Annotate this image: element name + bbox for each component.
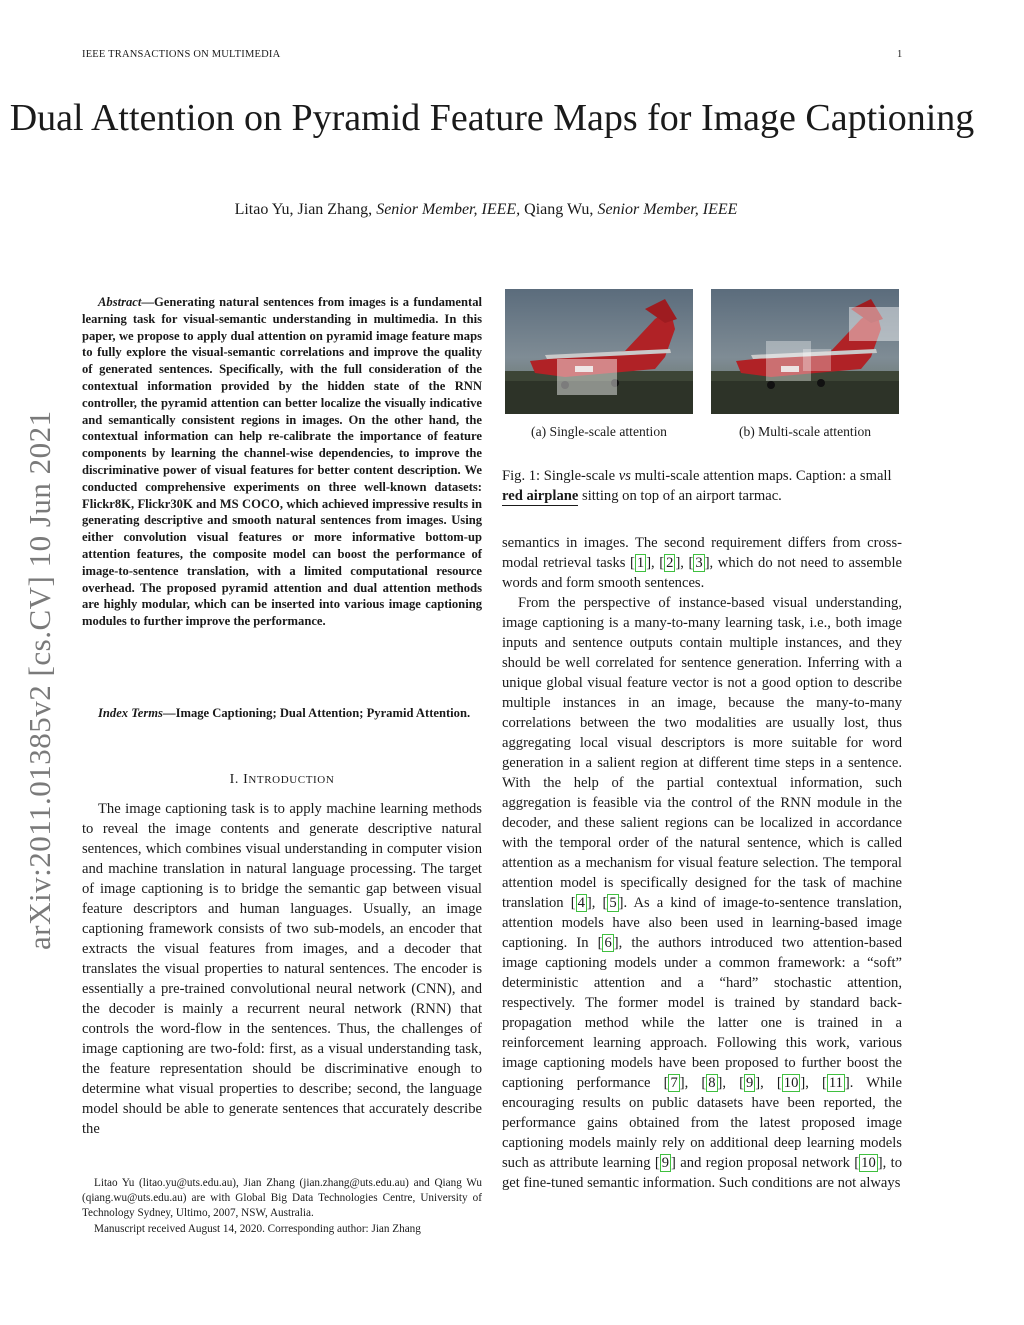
citation-2[interactable]: 2	[666, 555, 674, 571]
right-p1-part-b: which do not need to assemble words and form smooth sentences.	[502, 555, 902, 591]
subcaption-a: (a) Single-scale attention	[531, 424, 667, 439]
citation-9[interactable]: 9	[746, 1075, 754, 1091]
airplane-photo-b	[711, 289, 899, 414]
figure-caption	[502, 466, 902, 506]
citation-5[interactable]: 5	[609, 895, 617, 911]
citation-8[interactable]: 8	[708, 1075, 716, 1091]
running-head: IEEE TRANSACTIONS ON MULTIMEDIA	[82, 49, 281, 60]
author-line	[0, 201, 972, 219]
right-p2-part-f: to get fine-tuned semantic information. Such conditions are not always	[502, 1155, 902, 1191]
caption-prefix: Fig. 1: Single-scale	[502, 467, 616, 484]
citation-3[interactable]: 3	[695, 555, 703, 571]
abstract-text: —Generating natural sentences from images is a fundamental learning task for visual-semantic understanding in multimedia. In this paper, we propose to apply dual attention on pyramid image feature maps to fully explore the visual-semantic correlations and improve the quality of generated sentences. Specifically, with the full consideration of the contextual information provided by the hidden state of the RNN controller, the pyramid attention can better localize the visually indicative and semantically consistent regions in images. On the other hand, the contextual information can help re-calibrate the importance of feature components by learning the channel-wise dependencies, to improve the discriminative power of visual features for better content description. We conducted comprehensive experiments on three well-known datasets: Flickr8K, Flickr30K and MS COCO, which achieved impressive results in generating descriptive and smooth natural sentences from images. Using either convolution visual features or more informative bottom-up attention features, the composite model can boost the performance of image-to-sentence translation, with a limited computational resource overhead. The proposed pyramid attention and dual attention methods are highly modular, which can be inserted into various image captioning modules to further improve the performance.	[82, 295, 482, 629]
intro-paragraph: The image captioning task is to apply machine learning methods to reveal the image contents and generate descriptive natural sentences, which combines visual understanding in computer vision and machine translation in natural language processing. The target of image captioning is to bridge the semantic gap between visual feature descriptors and human languages. Usually, an image captioning framework consists of two sub-models, an encoder that extracts the visual features from images, and a decoder that translates the visual properties to natural sentences. The encoder is essentially a pre-trained convolutional neural network (CNN), and the decoder is mainly a recurrent neural network (RNN) that controls the word-flow in the sentences. Thus, the challenges of image captioning are two-fold: first, as a visual understanding task, the feature representation should be discriminative enough to determine what visual properties to describe; second, the language model should be able to generate sentences that accurately describe the	[82, 801, 482, 1137]
figure-single-scale-image	[505, 289, 693, 414]
subcaption-b: (b) Multi-scale attention	[738, 424, 872, 439]
right-p2-part-e: and region proposal network	[680, 1155, 850, 1171]
right-p1-part-a: semantics in images. The second requirement differs from cross-modal retrieval tasks	[502, 535, 902, 571]
index-terms	[82, 705, 482, 722]
right-p2-part-a: From the perspective of instance-based visual understanding, image captioning is a many-to-many learning task, i.e., both image inputs and sentence outputs contain multiple instances, and they should be well correlated for sentence generation. Inferring with a unique global visual feature vector is not a good option to describe multiple instances in an image, because the many-to-many correlations between the two modalities are usually lost, thus aggregating local visual descriptors is more suitable for word generation in a salient region at different time steps in a sentence. With the help of the partial contextual information, such aggregation is feasible via the control of the RNN module in the decoder, and these salient regions can be localized in accordance with the temporal order of the natural sentence, which is called attention as a mechanism for visual feature selection. The temporal attention model is specifically designed for the task of machine translation	[502, 595, 902, 911]
index-terms-label: Index Terms	[98, 706, 163, 720]
figure-multi-scale-image	[711, 289, 899, 414]
citation-1[interactable]: 1	[636, 555, 645, 571]
section-numeral: I.	[229, 772, 239, 787]
footnote-manuscript: Manuscript received August 14, 2020. Corresponding author: Jian Zhang	[94, 1222, 421, 1235]
right-paragraph-2: From the perspective of instance-based visual understanding, image captioning is a many-to-many learning task, i.e., both image inputs and sentence outputs contain multiple instances, and they should be well correlated for sentence generation. Inferring with a unique global visual feature vector is not a good option to describe multiple instances in an image, because the many-to-many correlations between the two modalities are usually lost, thus aggregating local visual descriptors is more suitable for word generation in a salient region at different time steps in a sentence. With the help of the partial contextual information, such aggregation is feasible via the control of the RNN module in the decoder, and these salient regions can be localized in accordance with the temporal order of the natural sentence, which is called attention as a mechanism for visual feature selection. The temporal attention model is specifically designed for the task of machine translation [ 4 ], [ 5 ]. As a kind of image-to-sentence translation, attention models have also been used in learning-based image captioning. In [ 6 ], the authors introduced two attention-based image captioning models under a common framework: a “soft” deterministic attention and a “hard” stochastic attention, respectively. The former model is trained by standard back-propagation method while the latter one is trained in a reinforcement learning approach. Following this work, various image captioning models have been proposed to further boost the captioning performance [ 7 ], [ 8 ], [ 9 ], [ 10 ], [ 11 ]. While encouraging results on public datasets have been reported, the performance gains obtained from the latest proposed image captioning models mainly rely on additional deep learning models such as attribute learning [ 9 ] and region proposal network [ 10 ], to get fine-tuned semantic information. Such conditions are not always	[502, 595, 902, 1191]
caption-vs: vs	[618, 467, 631, 484]
author-names-1: Litao Yu, Jian Zhang,	[234, 201, 373, 218]
section-first-letter: I	[243, 772, 249, 787]
citation-7[interactable]: 7	[670, 1075, 678, 1091]
airplane-photo-a	[505, 289, 693, 414]
paper-title: Dual Attention on Pyramid Feature Maps for Image Captioning	[9, 97, 975, 139]
right-p2-part-c: the authors introduced two attention-based image captioning models under a common framework: a “soft” deterministic attention and a “hard” stochastic attention, respectively. The former model is trained by standard back-propagation method while the latter one is trained in a reinforcement learning approach. Following this work, various image captioning models have been proposed to further boost the captioning performance	[502, 935, 902, 1091]
abstract	[82, 294, 482, 630]
citation-9b[interactable]: 9	[661, 1155, 670, 1171]
caption-highlight: red airplane	[502, 487, 579, 504]
page-number: 1	[897, 49, 903, 60]
author-title-1: Senior Member, IEEE,	[376, 201, 521, 218]
arxiv-stamp: arXiv:2011.01385v2 [cs.CV] 10 Jun 2021	[22, 410, 57, 950]
right-column-text	[502, 533, 902, 1193]
right-p2-part-d: While encouraging results on public datasets have been reported, the performance gains obtained from the latest proposed image captioning models mainly rely on additional deep learning models such as attribute learning	[502, 1075, 902, 1171]
citation-10b[interactable]: 10	[861, 1155, 876, 1171]
section-heading	[82, 772, 482, 788]
citation-10[interactable]: 10	[783, 1075, 799, 1091]
author-names-2: Qiang Wu,	[524, 201, 594, 218]
caption-middle: multi-scale attention maps. Caption: a small	[634, 467, 892, 484]
footnote-affiliation: Litao Yu (litao.yu@uts.edu.au), Jian Zhang (jian.zhang@uts.edu.au) and Qiang Wu (qiang.wu@uts.edu.au) are with Global Big Data Technologies Centre, University of Technology Sydney, Ultimo, 2007, NSW, Australia.	[82, 1177, 482, 1220]
right-paragraph-1: semantics in images. The second requirement differs from cross-modal retrieval tasks [ 1 ], [ 2 ], [ 3 ], which do not need to assemble words and form smooth sentences.	[502, 535, 902, 591]
abstract-label: Abstract	[98, 295, 142, 309]
section-title-rest: NTRODUCTION	[248, 774, 335, 786]
index-terms-text: —Image Captioning; Dual Attention; Pyramid Attention.	[162, 706, 471, 720]
citation-6[interactable]: 6	[604, 935, 612, 951]
caption-suffix: sitting on top of an airport tarmac.	[582, 487, 782, 504]
footnote	[82, 1176, 482, 1237]
citation-11[interactable]: 11	[828, 1075, 843, 1091]
author-title-2: Senior Member, IEEE	[597, 201, 738, 218]
right-p2-part-b: As a kind of image-to-sentence translation, attention models have also been used in learning-based image captioning. In	[502, 895, 902, 951]
citation-4[interactable]: 4	[577, 895, 585, 911]
